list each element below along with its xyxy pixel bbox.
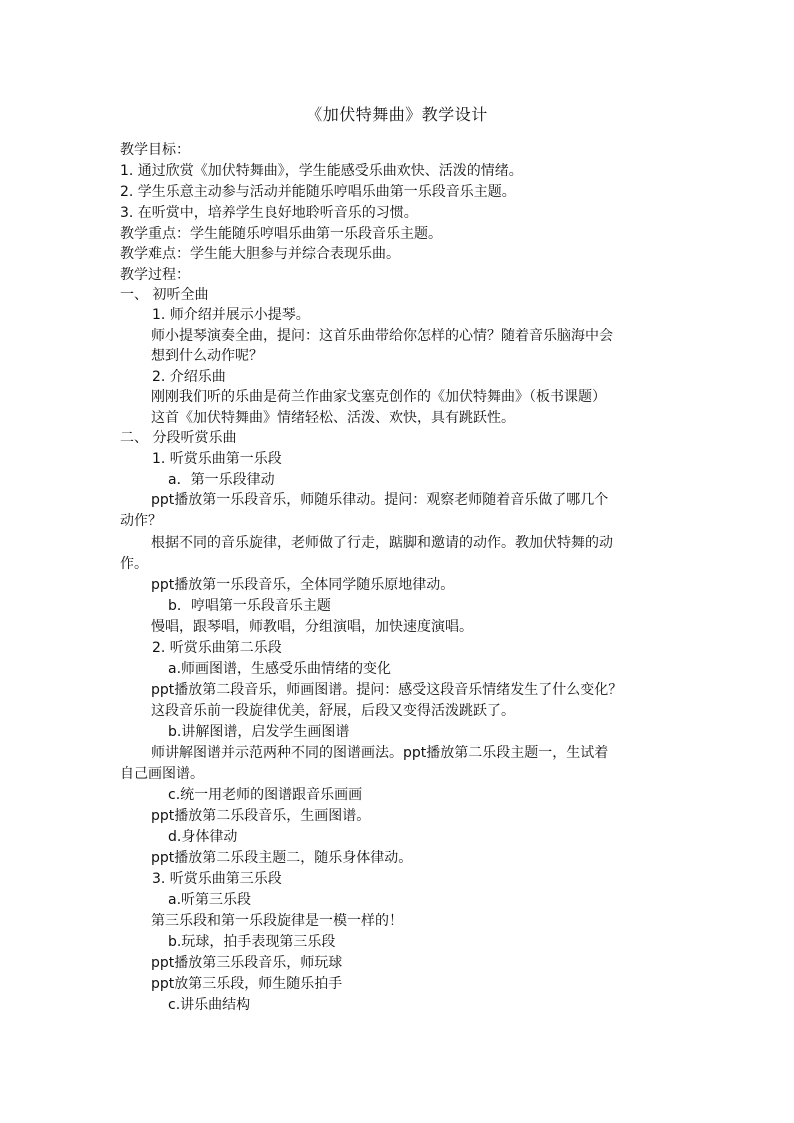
paragraph-line: 师讲解图谱并示范两种不同的图谱画法。ppt播放第二乐段主题一，生试着 — [151, 745, 609, 761]
paragraph-line: 动作？ — [120, 513, 162, 529]
paragraph-line: 这首《加伏特舞曲》情绪轻松、活泼、欢快，具有跳跃性。 — [151, 410, 515, 426]
sub-item: b.玩球，拍手表现第三乐段 — [168, 934, 336, 950]
paragraph-line: 作。 — [120, 556, 148, 572]
paragraph-line: 慢唱，跟琴唱，师教唱，分组演唱，加快速度演唱。 — [151, 619, 473, 635]
section-heading-objectives: 教学目标： — [120, 142, 190, 158]
process-heading: 一、 初听全曲 — [120, 287, 209, 303]
sub-item: b.讲解图谱，启发学生画图谱 — [168, 724, 350, 740]
sub-item: a.师画图谱，生感受乐曲情绪的变化 — [168, 661, 392, 677]
paragraph-line: ppt播放第二乐段主题二，随乐身体律动。 — [151, 850, 413, 866]
sub-item: c.讲乐曲结构 — [168, 997, 251, 1013]
paragraph-line: 自己画图谱。 — [120, 766, 204, 782]
list-item: 3. 听赏乐曲第三乐段 — [152, 871, 282, 887]
paragraph-line: 这段音乐前一段旋律优美，舒展，后段又变得活泼跳跃了。 — [151, 703, 515, 719]
objective-item: 1. 通过欣赏《加伏特舞曲》，学生能感受乐曲欢快、活泼的情绪。 — [120, 163, 523, 179]
paragraph-line: ppt放第三乐段，师生随乐拍手 — [151, 976, 343, 992]
paragraph-line: ppt播放第二段音乐，师画图谱。提问：感受这段音乐情绪发生了什么变化？ — [151, 682, 623, 698]
sub-item: d.身体律动 — [168, 829, 238, 845]
objective-item: 2. 学生乐意主动参与活动并能随乐哼唱乐曲第一乐段音乐主题。 — [120, 184, 516, 200]
page-title: 《加伏特舞曲》教学设计 — [306, 105, 488, 124]
difficulty-text: 教学难点：学生能大胆参与并综合表现乐曲。 — [120, 246, 400, 262]
paragraph-line: ppt播放第三乐段音乐，师玩球 — [151, 955, 343, 971]
paragraph-line: 刚刚我们听的乐曲是荷兰作曲家戈塞克创作的《加伏特舞曲》（板书课题） — [151, 389, 606, 405]
list-item: 2. 听赏乐曲第二乐段 — [152, 640, 282, 656]
list-item: 2. 介绍乐曲 — [152, 369, 226, 385]
sub-item: a.听第三乐段 — [168, 892, 252, 908]
sub-item: a．第一乐段律动 — [168, 472, 275, 488]
sub-item: c.统一用老师的图谱跟音乐画画 — [168, 787, 363, 803]
sub-item: b．哼唱第一乐段音乐主题 — [168, 598, 331, 614]
paragraph-line: ppt播放第二乐段音乐，生画图谱。 — [151, 808, 371, 824]
paragraph-line: ppt播放第一乐段音乐，全体同学随乐原地律动。 — [151, 577, 455, 593]
process-heading: 二、 分段听赏乐曲 — [120, 430, 237, 446]
section-heading-process: 教学过程： — [120, 267, 190, 283]
key-point-text: 教学重点：学生能随乐哼唱乐曲第一乐段音乐主题。 — [120, 226, 442, 242]
list-item: 1. 师介绍并展示小提琴。 — [152, 307, 310, 323]
paragraph-line: 想到什么动作呢？ — [151, 348, 263, 364]
objective-item: 3. 在听赏中，培养学生良好地聆听音乐的习惯。 — [120, 205, 418, 221]
paragraph-line: 根据不同的音乐旋律，老师做了行走，踮脚和邀请的动作。教加伏特舞的动 — [151, 535, 613, 551]
paragraph-line: 师小提琴演奏全曲，提问：这首乐曲带给你怎样的心情？随着音乐脑海中会 — [151, 328, 613, 344]
paragraph-line: 第三乐段和第一乐段旋律是一模一样的！ — [151, 913, 403, 929]
paragraph-line: ppt播放第一乐段音乐，师随乐律动。提问：观察老师随着音乐做了哪几个 — [151, 492, 609, 508]
list-item: 1. 听赏乐曲第一乐段 — [152, 451, 282, 467]
